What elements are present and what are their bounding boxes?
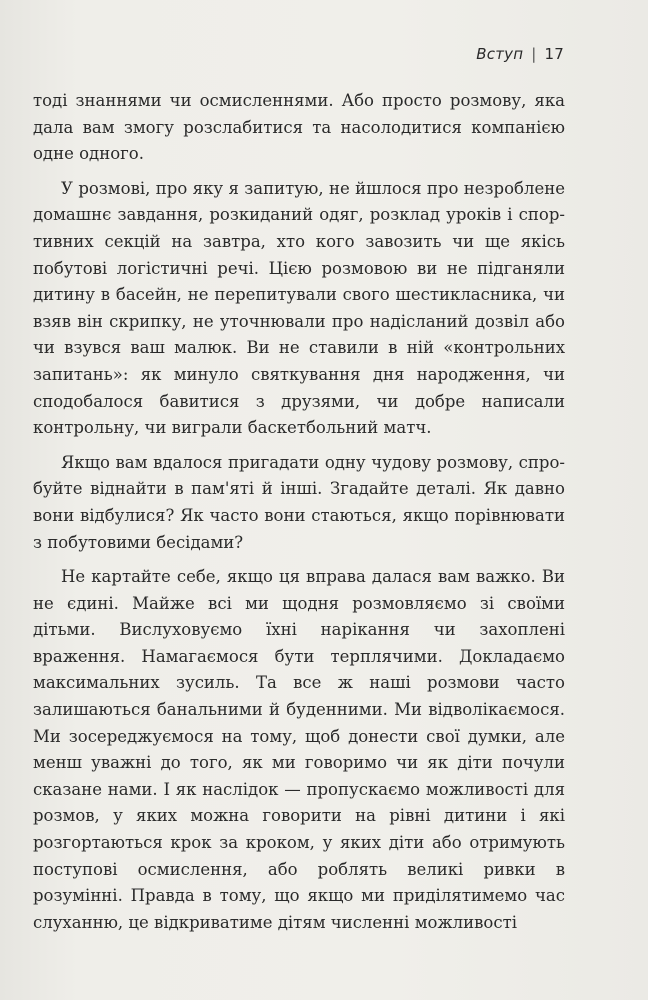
header-separator: | (531, 45, 537, 63)
running-header (476, 45, 564, 63)
paragraph-4: Не картайте себе, якщо ця вправа далася вам важко. Ви не єдині. Майже всі ми щодня розмовляємо зі своїми дітьми. Вислуховуємо їхні нарікання чи захоплені враження. Намагаємося бути терплячими. Докладаємо максимальних зусиль. Та все ж наші розмови часто залишаються банальними й буденними. Ми відволікаємося. Ми зосереджуємося на тому, щоб донести свої думки, але менш уважні до того, як ми говоримо чи як діти почули сказане нами. І як наслідок — пропускаємо можливості для розмов, у яких можна говорити на рівні дитини і які розгортаються крок за кроком, у яких діти або отримують поступові осмислення, або роблять великі ривки в розумінні. Правда в тому, що якщо ми приділятимемо час слуханню, це відкриватиме дітям численні можливості (33, 567, 565, 932)
body-text (33, 88, 565, 944)
page-number: 17 (544, 45, 564, 63)
paragraph-3: Якщо вам вдалося пригадати одну чудову розмову, спробуйте віднайти в пам'яті й інші. Згадайте деталі. Як давно вони відбулися? Як часто вони стаються, якщо порівнювати з побутовими бесідами? (33, 452, 565, 552)
paragraph-2: У розмові, про яку я запитую, не йшлося про незроблене домашнє завдання, розкиданий одяг, розклад уроків і спортивних секцій на завтра, хто кого завозить чи ще якісь побутові логістичні речі. Цією розмовою ви не підганяли дитину в басейн, не перепитували свого шестикласника, чи взяв він скрипку, не уточнювали про надісланий дозвіл або чи взувся ваш малюк. Ви не ставили в ній «контрольних запитань»: як минуло святкування дня народження, чи сподобалося бавитися з друзями, чи добре написали контрольну, чи виграли баскетбольний матч. (33, 178, 565, 438)
paragraph-1: тоді знаннями чи осмисленнями. Або просто розмову, яка дала вам змогу розслабитися та насолодитися компанією одне одного. (33, 91, 565, 164)
section-title: Вступ (476, 45, 524, 63)
